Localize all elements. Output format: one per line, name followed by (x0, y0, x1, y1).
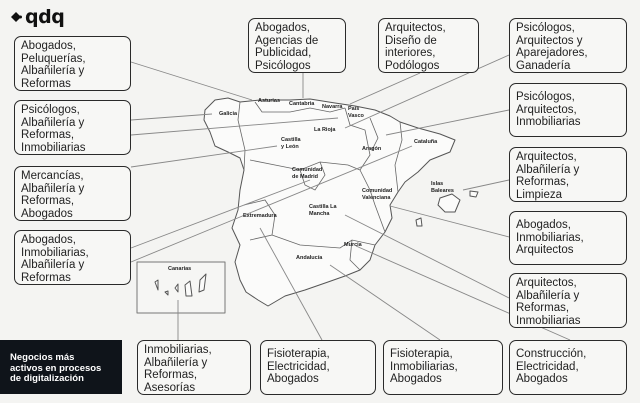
box-cataluna (14, 230, 131, 285)
title-line: activos en procesos (10, 362, 102, 374)
box-line: Albañilería y (516, 289, 580, 302)
box-line: Psicólogos, (21, 104, 80, 116)
region-label-murcia: Murcia (344, 242, 362, 248)
mallorca (438, 194, 460, 212)
box-line: Psicólogos, (516, 22, 575, 34)
box-line: Mercancías, (21, 170, 84, 182)
region-label-valenciana-2: Valenciana (362, 195, 391, 201)
box-line: interiores, (385, 47, 436, 60)
box-line: Inmobiliarias (516, 314, 581, 327)
region-label-castilla-mancha-2: Mancha (309, 211, 330, 217)
box-line: Psicólogos, (516, 91, 575, 103)
box-line: Aparejadores, (516, 47, 588, 60)
box-line: Agencias de (255, 34, 319, 47)
box-aragon (509, 83, 627, 137)
box-navarra (509, 18, 627, 73)
title-line: de digitalización (10, 373, 84, 384)
box-castilla-leon (14, 166, 131, 221)
box-line: Fisioterapia, (390, 348, 453, 360)
box-line: Abogados, (255, 22, 310, 34)
box-line: Inmobiliarias, (21, 246, 89, 259)
box-line: Abogados (390, 373, 442, 386)
box-line: Psicólogos (255, 59, 311, 72)
box-line: Arquitectos, (516, 151, 577, 163)
region-label-la-rioja: La Rioja (314, 127, 336, 133)
box-castilla-mancha (509, 273, 627, 328)
region-label-asturias: Asturias (258, 98, 281, 104)
region-label-galicia: Galicia (219, 111, 238, 117)
region-label-andalucia: Andalucía (296, 255, 323, 261)
box-line: Albañilería y (21, 259, 85, 272)
region-label-cantabria: Cantabria (289, 101, 315, 107)
box-line: Electricidad, (516, 360, 579, 373)
region-label-pais-vasco: País (348, 106, 360, 112)
box-line: Albañilería y (516, 163, 580, 176)
box-line: Reformas, (144, 369, 198, 382)
box-line: Electricidad, (267, 360, 330, 373)
box-line: Inmobiliarias, (516, 231, 584, 244)
box-line: Abogados (267, 373, 319, 386)
box-line: Reformas, (516, 176, 570, 189)
box-line: Inmobiliarias (516, 116, 581, 129)
box-line: Abogados, (21, 234, 76, 246)
ibiza (416, 218, 422, 226)
title-line: Negocios más (10, 352, 75, 363)
box-andalucia (383, 340, 503, 395)
region-label-extremadura: Extremadura (243, 213, 277, 219)
region-label-madrid-2: de Madrid (292, 174, 318, 180)
box-line: Arquitectos, (516, 103, 577, 116)
box-canarias (137, 340, 251, 395)
box-line: Reformas, (21, 195, 75, 208)
box-extremadura (260, 340, 376, 395)
box-line: Reformas, (21, 129, 75, 142)
region-label-canarias: Canarias (168, 266, 192, 272)
box-line: Peluquerías, (21, 52, 86, 65)
box-line: Albañilería y (21, 116, 85, 129)
region-label-cataluna: Cataluña (414, 139, 438, 145)
box-line: Inmobiliarias (21, 141, 86, 154)
box-line: Inmobiliarias, (390, 360, 458, 373)
box-line: Reformas (21, 271, 71, 284)
box-line: Publicidad, (255, 47, 312, 60)
box-line: Arquitectos (516, 244, 574, 257)
region-label-castilla-mancha: Castilla La (309, 204, 337, 210)
region-label-madrid: Comunidad (292, 167, 323, 173)
box-line: Albañilería y (21, 65, 85, 78)
region-label-valenciana: Comunidad (362, 188, 393, 194)
region-label-aragon: Aragón (362, 146, 382, 152)
region-label-baleares-2: Baleares (431, 188, 454, 194)
box-line: Asesorías (144, 381, 196, 394)
box-line: Podólogos (385, 59, 440, 72)
box-galicia (14, 100, 131, 155)
box-murcia (509, 340, 627, 395)
box-line: Abogados, (516, 219, 571, 231)
box-line: Diseño de (385, 34, 437, 47)
box-line: Abogados (516, 373, 568, 386)
box-line: Limpieza (516, 188, 563, 201)
region-label-baleares: Islas (431, 181, 444, 187)
box-line: Abogados (21, 207, 73, 220)
box-line: Albañilería y (144, 356, 208, 369)
region-label-castilla-leon-2: y León (281, 144, 299, 150)
box-line: Fisioterapia, (267, 348, 330, 360)
box-line: Arquitectos y (516, 34, 583, 47)
box-line: Inmobiliarias, (144, 344, 212, 356)
box-cantabria (248, 18, 346, 73)
region-label-navarra: Navarra (322, 104, 343, 110)
box-line: Arquitectos, (385, 22, 446, 34)
box-line: Construcción, (516, 348, 587, 360)
logo-text: qdq (25, 6, 65, 28)
region-label-castilla-leon: Castilla (281, 137, 301, 143)
box-line: Abogados, (21, 40, 76, 52)
box-line: Arquitectos, (516, 277, 577, 289)
menorca (470, 191, 478, 197)
box-pais-vasco (378, 18, 479, 73)
infographic-title (0, 340, 122, 394)
box-line: Reformas (21, 77, 71, 90)
box-valenciana (509, 211, 627, 265)
box-line: Reformas, (516, 302, 570, 315)
box-asturias (14, 36, 131, 91)
region-label-pais-vasco-2: Vasco (348, 113, 364, 119)
box-line: Ganadería (516, 59, 571, 72)
box-line: Albañilería y (21, 182, 85, 195)
box-baleares (509, 147, 627, 202)
